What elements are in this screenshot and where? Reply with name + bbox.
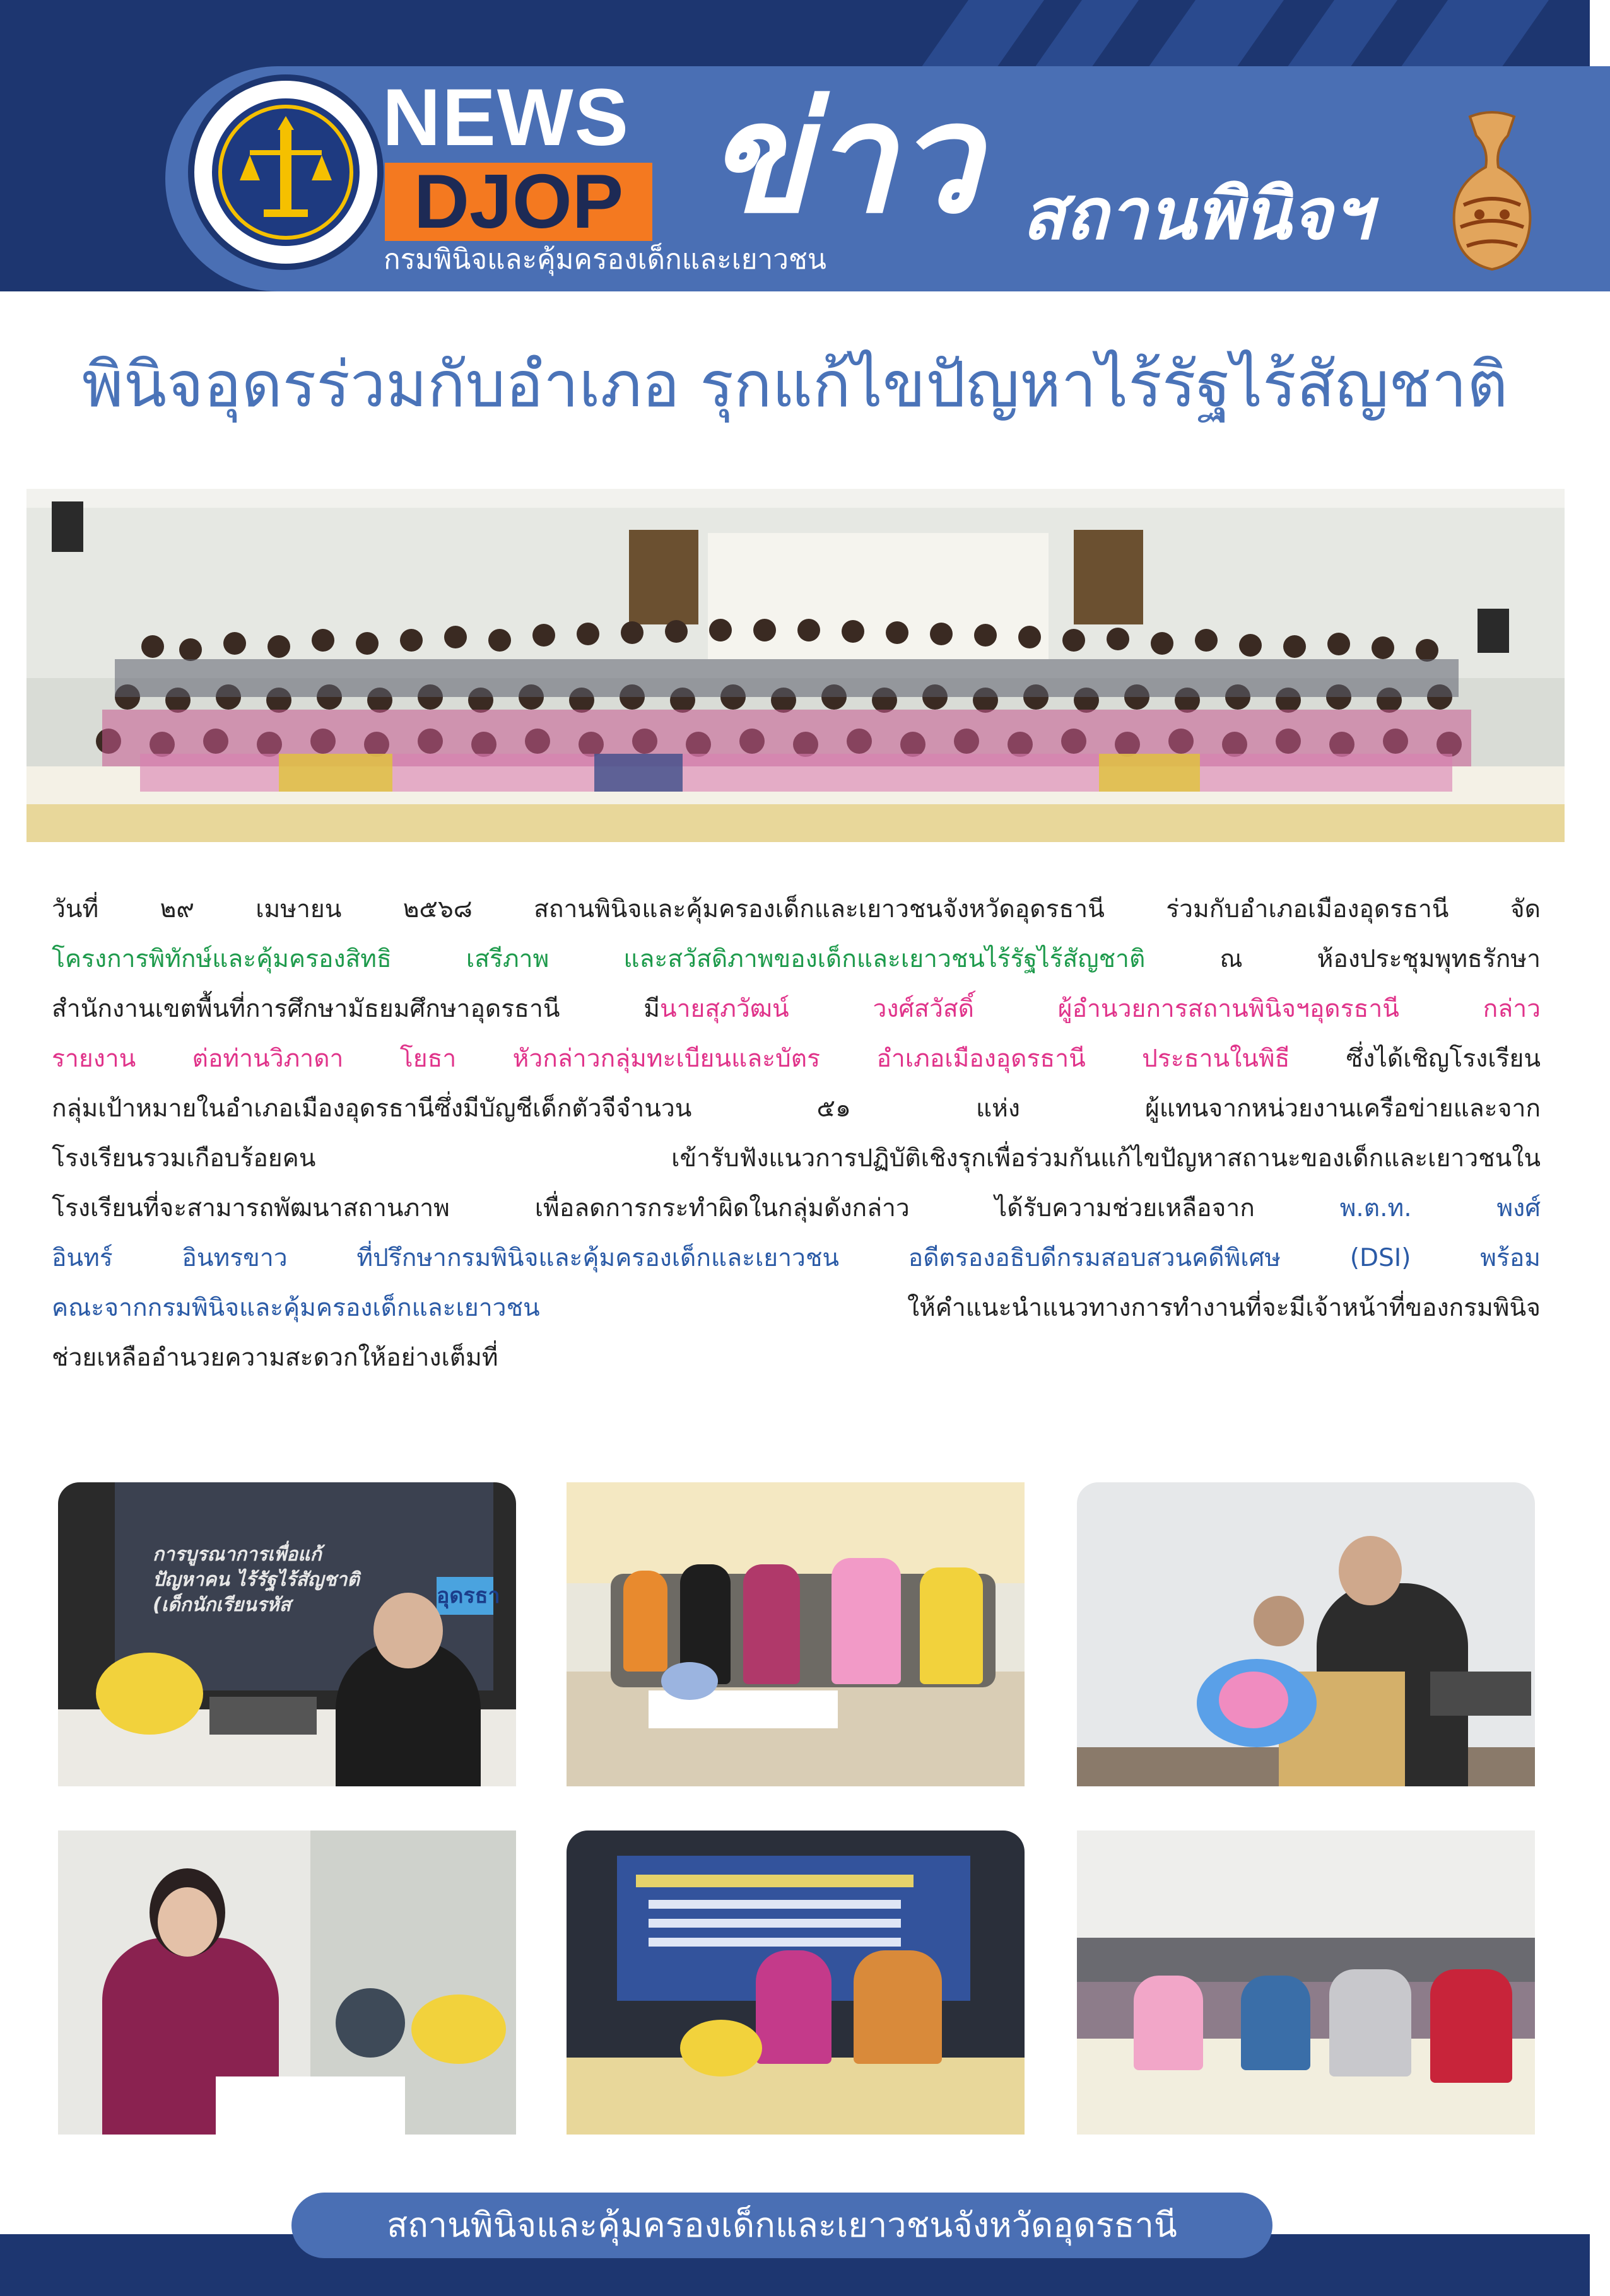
department-name: กรมพินิจและคุ้มครองเด็กและเยาวชน: [384, 243, 826, 276]
director-name: นายสุภวัฒน์ วงศ์สวัสดิ์ ผู้อำนวยการสถานพินิจฯอุดรธานี กล่าว: [659, 995, 1541, 1023]
news-label: NEWS: [382, 73, 630, 163]
article-body: [52, 884, 1541, 1439]
photo-speaker-podium: [1077, 1482, 1535, 1786]
photo-guest-seating: [567, 1482, 1025, 1786]
article-line: กลุ่มเป้าหมายในอำเภอเมืองอุดรธานีซึ่งมีบัญชีเด็กตัวจีจำนวน ๕๑ แห่ง ผู้แทนจากหน่วยงานเครือข่ายและจาก: [52, 1094, 1541, 1123]
article-text: สำนักงานเขตพื้นที่การศึกษามัธยมศึกษาอุดรธานี มี: [52, 995, 660, 1023]
article-line: ช่วยเหลืออำนวยความสะดวกให้อย่างเต็มที่: [52, 1344, 498, 1372]
article-text: ซึ่งได้เชิญโรงเรียน: [1290, 1045, 1541, 1073]
advisor-name: พ.ต.ท. พงศ์: [1339, 1194, 1541, 1222]
photo-speaker-presentation: [58, 1482, 516, 1786]
photo-audience: [1077, 1830, 1535, 2135]
department-logo: [188, 74, 384, 270]
article-line: [52, 1183, 1541, 1233]
presentation-slide-text: การบูรณาการเพื่อแก้ปัญหาคน ไร้รัฐไร้สัญชาติ (เด็กนักเรียนรหัส: [153, 1543, 360, 1616]
article-text: ให้คำแนะนำแนวทางการทำงานที่จะมีเจ้าหน้าที่ของกรมพินิจ: [539, 1294, 1541, 1322]
photo-head-table: [567, 1830, 1025, 2135]
article-line: [52, 984, 1541, 1034]
photo-woman-speaking: [58, 1830, 516, 2135]
article-line: โรงเรียนรวมเกือบร้อยคน เข้ารับฟังแนวการปฏิบัติเชิงรุกเพื่อร่วมกันแก้ไขปัญหาสถานะของเด็กและเยาวชนใน: [52, 1144, 1541, 1173]
djop-label: DJOP: [413, 158, 624, 244]
article-line: วันที่ ๒๙ เมษายน ๒๕๖๘ สถานพินิจและคุ้มครองเด็กและเยาวชนจังหวัดอุดรธานี ร่วมกับอำเภอเมืองอุดรธานี จัด: [52, 895, 1541, 923]
group-photo: [26, 489, 1565, 842]
headline: พินิจอุดรร่วมกับอำเภอ รุกแก้ไขปัญหาไร้รัฐไร้สัญชาติ: [81, 348, 1508, 421]
article-line: [52, 1233, 1541, 1283]
article-text: ณ ห้องประชุมพุทธรักษา: [1145, 945, 1541, 973]
footer-title: สถานพินิจและคุ้มครองเด็กและเยาวชนจังหวัดอุดรธานี: [291, 2193, 1272, 2258]
delegation-name: คณะจากกรมพินิจและคุ้มครองเด็กและเยาวชน: [52, 1294, 540, 1322]
khao-title: ข่าว: [707, 69, 980, 247]
advisor-title: อินทร์ อินทรขาว ที่ปรึกษากรมพินิจและคุ้มครองเด็กและเยาวชน อดีตรองอธิบดีกรมสอบสวนคดีพิเศษ (DSI) พร้อม: [52, 1244, 1541, 1272]
project-name: โครงการพิทักษ์และคุ้มครองสิทธิ เสรีภาพ และสวัสดิภาพของเด็กและเยาวชนไร้รัฐไร้สัญชาติ: [52, 945, 1146, 973]
article-text: โรงเรียนที่จะสามารถพัฒนาสถานภาพ เพื่อลดการกระทำผิดในกลุ่มดังกล่าว ได้รับความช่วยเหลือจาก: [52, 1194, 1340, 1222]
article-line: [52, 1283, 1541, 1333]
article-line: [52, 1034, 1541, 1084]
presentation-slide-side-text: อุดรธา: [437, 1577, 493, 1615]
ban-chiang-pot-icon: [1445, 110, 1539, 274]
chairperson-name: รายงาน ต่อท่านวิภาดา โยธา หัวกล่าวกลุ่มทะเบียนและบัตร อำเภอเมืองอุดรธานี ประธานในพิธี: [52, 1045, 1290, 1073]
article-line: [52, 934, 1541, 984]
station-title: สถานพินิจฯ: [1022, 173, 1372, 255]
